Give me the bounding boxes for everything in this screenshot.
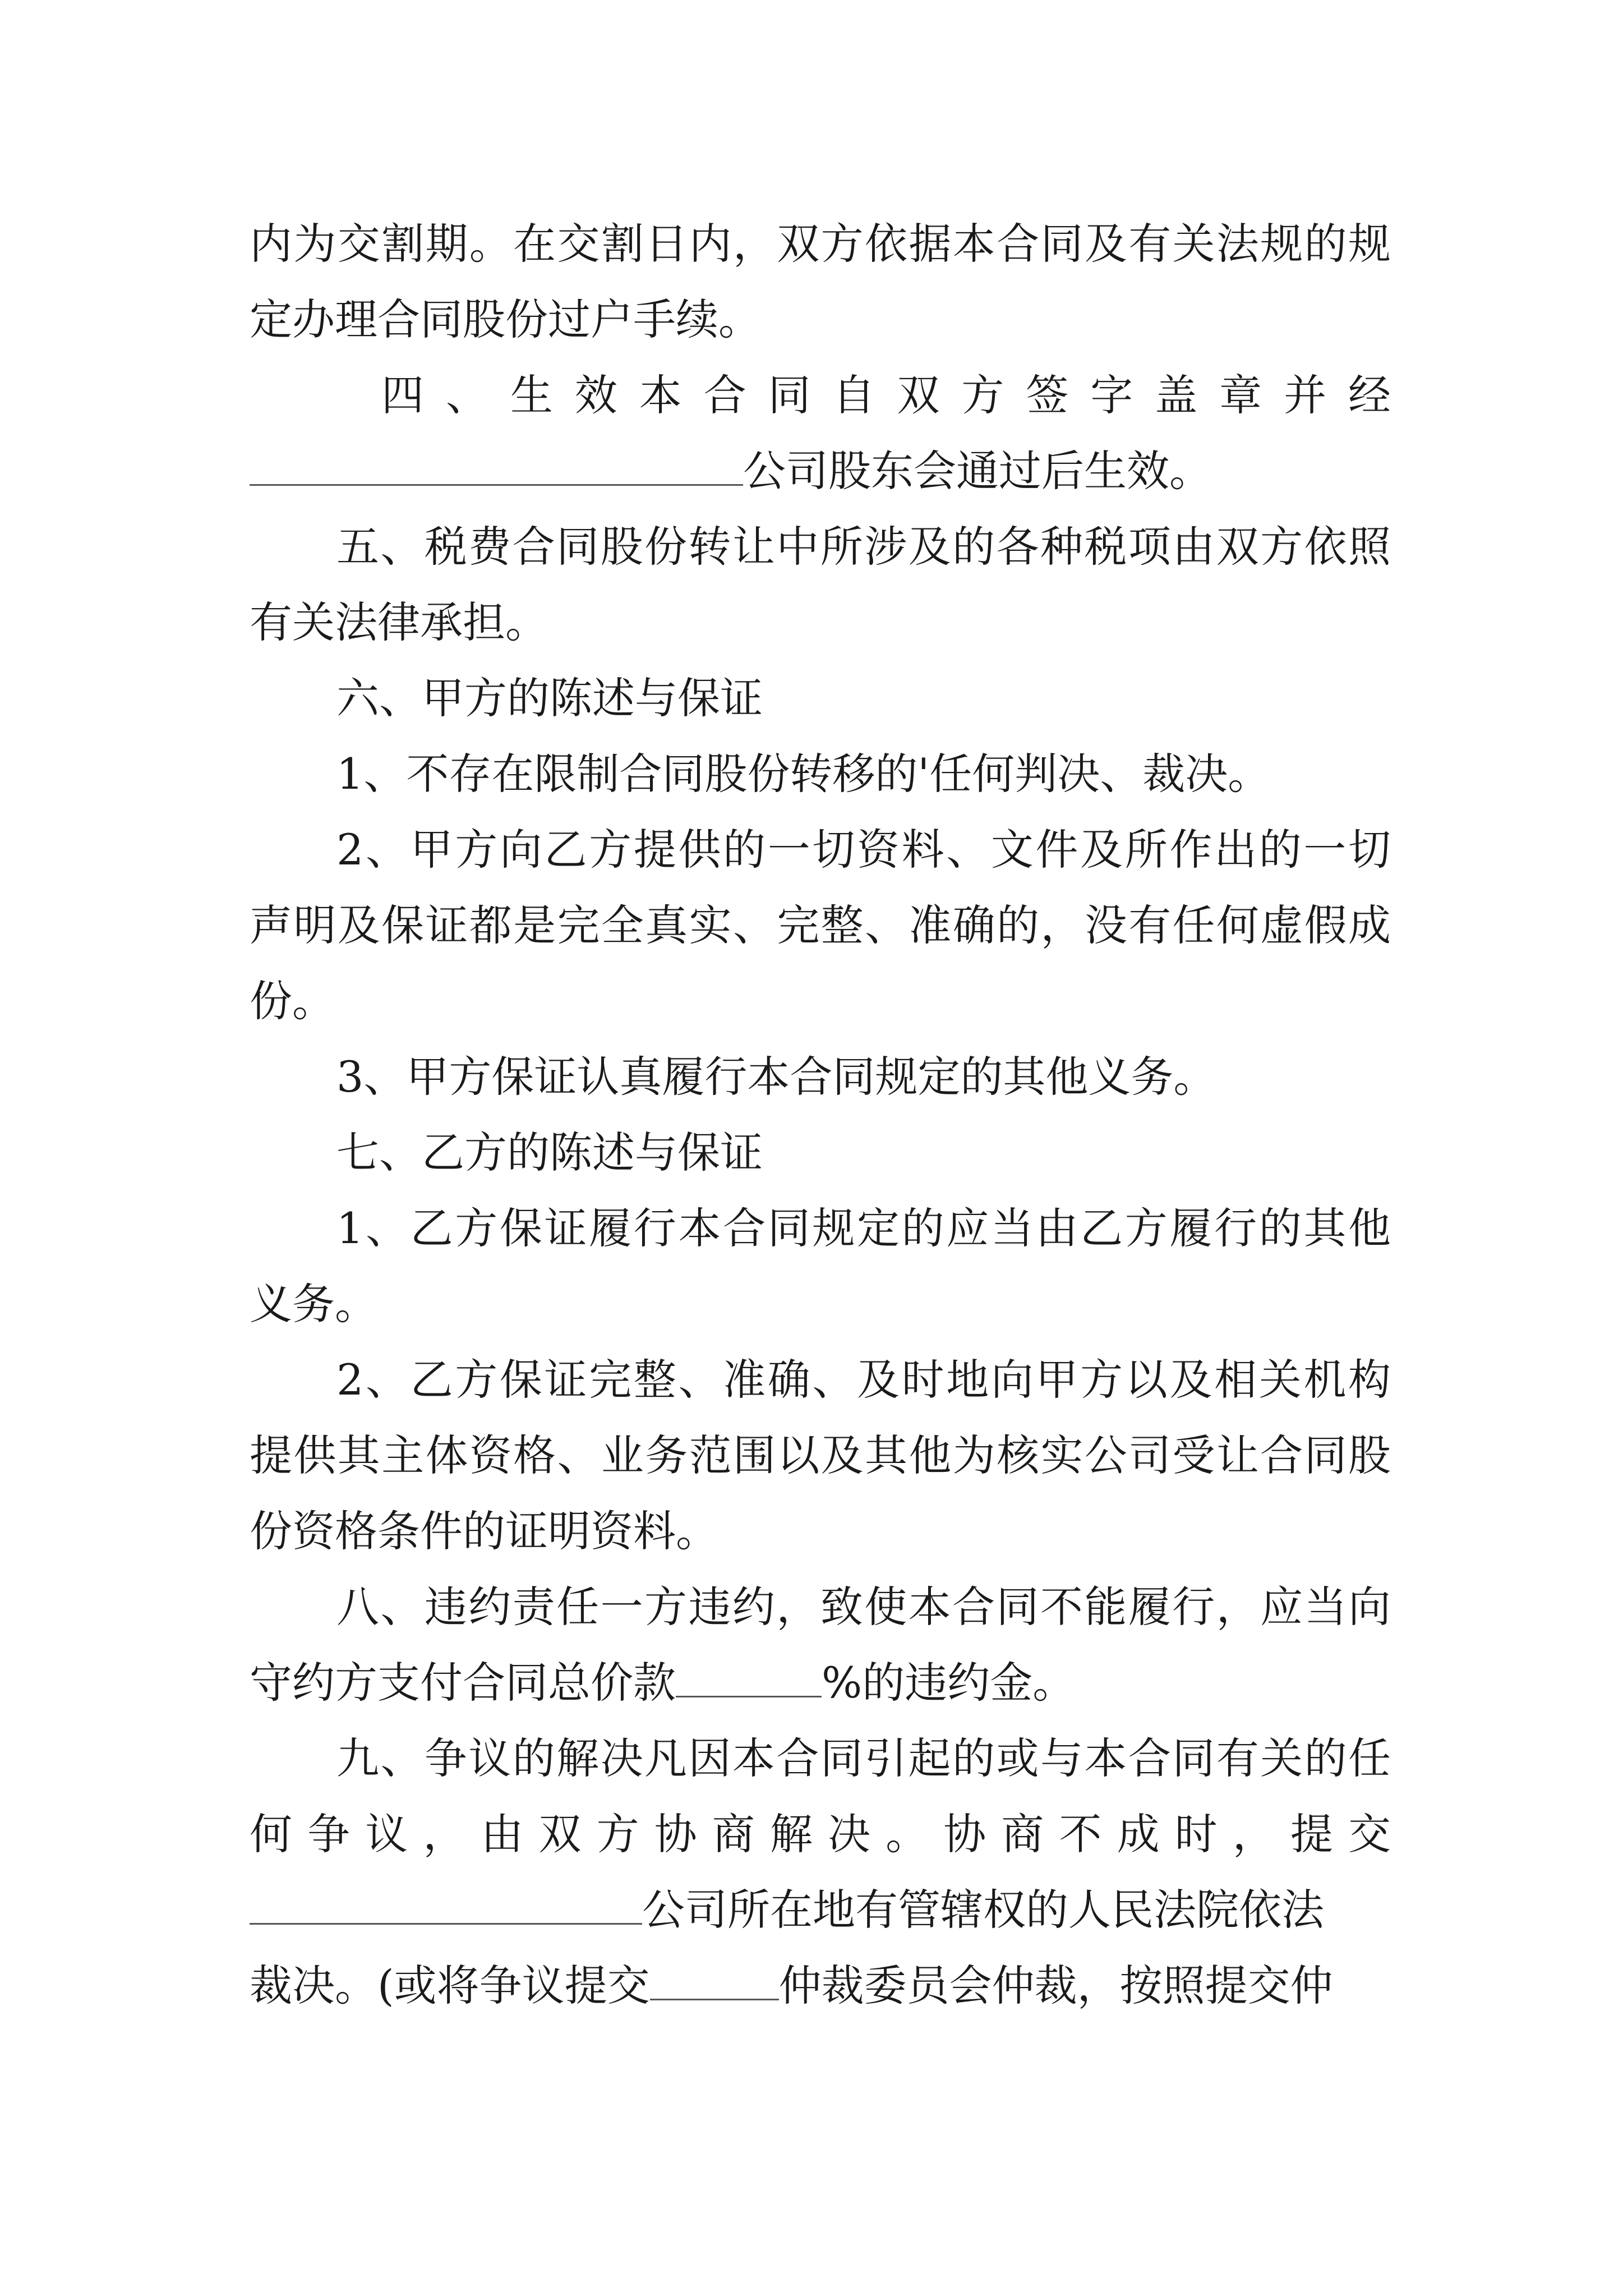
text-line: 定办理合同股份过户手续。 bbox=[250, 295, 761, 344]
list-item: 2、甲方向乙方提供的一切资料、文件及所作出的一切 bbox=[336, 825, 1391, 875]
text-line: 有关法律承担。 bbox=[250, 597, 548, 647]
text-span: 公司股东会通过后生效。 bbox=[743, 446, 1212, 496]
text-line bbox=[250, 1655, 1391, 1711]
text-line bbox=[250, 1958, 1391, 2014]
list-item: 1、不存在限制合同股份转移的'任何判决、裁决。 bbox=[336, 749, 1271, 799]
blank-underline bbox=[676, 1661, 822, 1697]
text-line: 何 争 议 ， 由 双 方 协 商 解 决 。 协 商 不 成 时 ， 提 交 bbox=[250, 1809, 1391, 1859]
section-4-heading: 四 、 生 效 本 合 同 自 双 方 签 字 盖 章 并 经 bbox=[381, 370, 1391, 420]
text-line: 份。 bbox=[250, 976, 335, 1026]
text-span: 仲裁委员会仲裁，按照提交仲 bbox=[778, 1961, 1333, 2010]
section-9-heading: 九、争议的解决凡因本合同引起的或与本合同有关的任 bbox=[336, 1733, 1391, 1783]
text-line: 内为交割期。在交割日内，双方依据本合同及有关法规的规 bbox=[250, 219, 1391, 269]
text-line: 义务。 bbox=[250, 1279, 377, 1329]
section-6-heading: 六、甲方的陈述与保证 bbox=[336, 673, 763, 723]
text-line: 声明及保证都是完全真实、完整、准确的，没有任何虚假成 bbox=[250, 900, 1391, 950]
section-8-heading: 八、违约责任一方违约，致使本合同不能履行，应当向 bbox=[336, 1582, 1391, 1632]
text-span: %的违约金。 bbox=[822, 1658, 1076, 1708]
section-7-heading: 七、乙方的陈述与保证 bbox=[336, 1128, 763, 1177]
blank-underline bbox=[250, 1888, 642, 1925]
text-span: 裁决。(或将争议提交 bbox=[250, 1961, 650, 2010]
blank-underline bbox=[650, 1964, 779, 2000]
section-5-heading: 五、税费合同股份转让中所涉及的各种税项由双方依照 bbox=[336, 522, 1391, 572]
blank-underline bbox=[250, 449, 743, 486]
list-item: 2、乙方保证完整、准确、及时地向甲方以及相关机构 bbox=[336, 1355, 1391, 1405]
text-span: 公司所在地有管辖权的人民法院依法 bbox=[642, 1885, 1324, 1935]
text-line bbox=[250, 1882, 1391, 1938]
text-line: 提供其主体资格、业务范围以及其他为核实公司受让合同股 bbox=[250, 1430, 1391, 1480]
text-span: 守约方支付合同总价款 bbox=[250, 1658, 676, 1708]
list-item: 3、甲方保证认真履行本合同规定的其他义务。 bbox=[336, 1052, 1216, 1102]
text-line bbox=[250, 443, 1391, 499]
list-item: 1、乙方保证履行本合同规定的应当由乙方履行的其他 bbox=[336, 1203, 1391, 1253]
text-line: 份资格条件的证明资料。 bbox=[250, 1506, 718, 1556]
